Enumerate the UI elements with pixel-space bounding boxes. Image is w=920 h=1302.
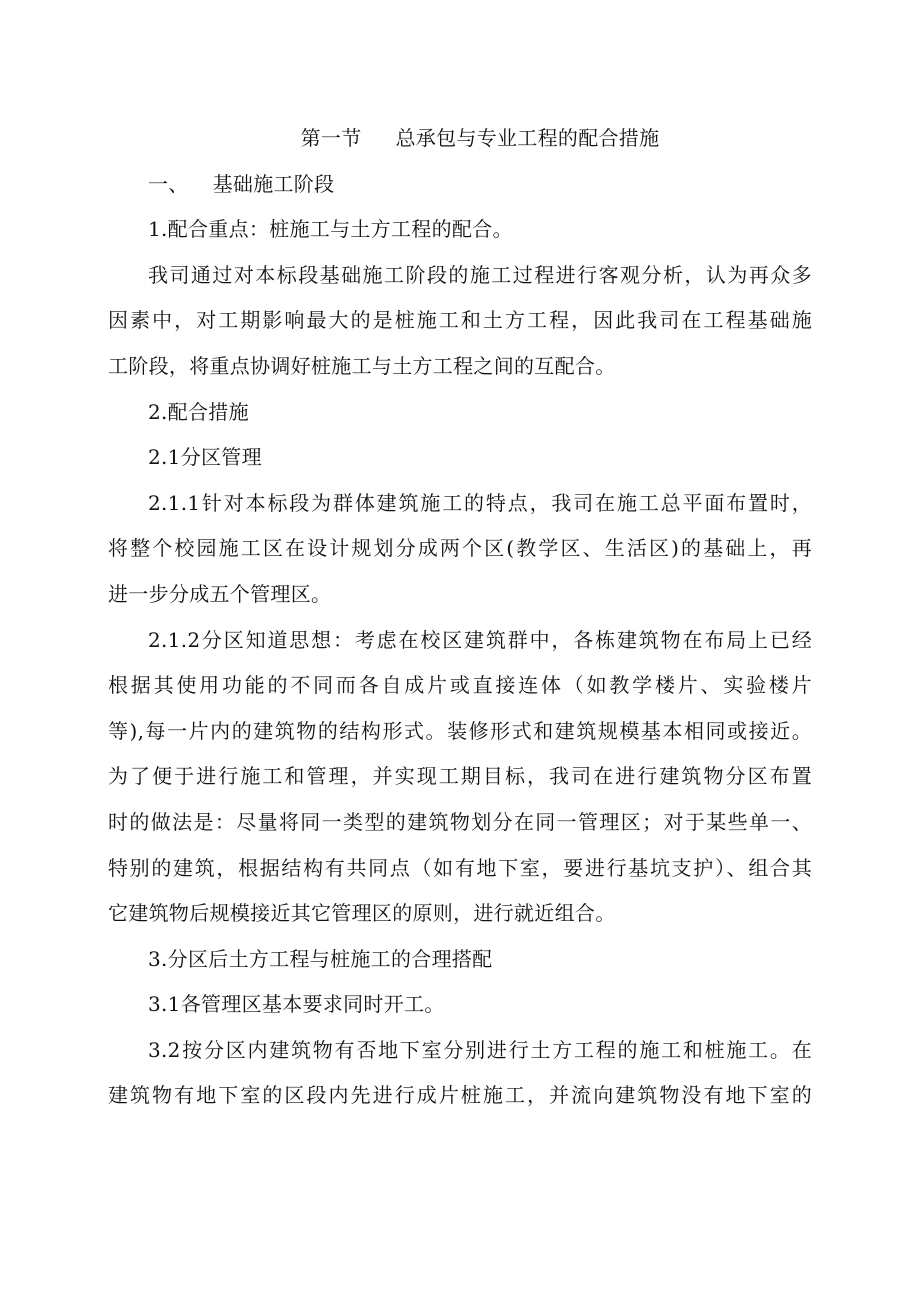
paragraph-line: 根据其使用功能的不同而各自成片或直接连体（如教学楼片、实验楼片 <box>108 673 812 698</box>
paragraph-line: 等),每一片内的建筑物的结构形式。装修形式和建筑规模基本相同或接近。 <box>108 718 812 743</box>
section-title-text: 总承包与专业工程的配合措施 <box>395 126 660 150</box>
paragraph-line: 为了便于进行施工和管理，并实现工期目标，我司在进行建筑物分区布置 <box>108 764 812 789</box>
heading-text: 基础施工阶段 <box>212 171 335 196</box>
paragraph-line: 它建筑物后规模接近其它管理区的原则，进行就近组合。 <box>108 901 616 926</box>
paragraph-line: 时的做法是：尽量将同一类型的建筑物划分在同一管理区；对于某些单一、 <box>108 809 812 834</box>
paragraph-line: 特别的建筑，根据结构有共同点（如有地下室，要进行基坑支护）、组合其 <box>108 855 812 880</box>
paragraph-line: 将整个校园施工区在设计规划分成两个区(教学区、生活区)的基础上，再 <box>108 536 812 561</box>
section-title <box>108 116 812 162</box>
document-page <box>108 116 812 1119</box>
paragraph-line: 2.1.2分区知道思想：考虑在校区建筑群中，各栋建筑物在布局上已经 <box>148 627 812 652</box>
paragraph-line: 2.1.1针对本标段为群体建筑施工的特点，我司在施工总平面布置时， <box>148 490 812 515</box>
paragraph-line: 建筑物有地下室的区段内先进行成片桩施工，并流向建筑物没有地下室的 <box>108 1083 812 1108</box>
paragraph-line: 因素中，对工期影响最大的是桩施工和土方工程，因此我司在工程基础施 <box>108 308 812 333</box>
paragraph-line: 我司通过对本标段基础施工阶段的施工过程进行客观分析，认为再众多 <box>148 262 812 287</box>
heading-level-1 <box>108 162 812 208</box>
subheading-1: 1.配合重点：桩施工与土方工程的配合。 <box>148 217 513 242</box>
subheading-2-1: 2.1分区管理 <box>148 445 262 470</box>
subheading-3-1: 3.1各管理区基本要求同时开工。 <box>148 992 445 1017</box>
paragraph-line: 进一步分成五个管理区。 <box>108 581 332 606</box>
paragraph-line: 3.2按分区内建筑物有否地下室分别进行土方工程的施工和桩施工。在 <box>148 1037 812 1062</box>
paragraph-line: 工阶段，将重点协调好桩施工与土方工程之间的互配合。 <box>108 353 616 378</box>
section-number: 第一节 <box>300 126 362 150</box>
heading-number: 一、 <box>148 171 189 196</box>
subheading-2: 2.配合措施 <box>148 399 249 424</box>
subheading-3: 3.分区后土方工程与桩施工的合理搭配 <box>148 946 493 971</box>
